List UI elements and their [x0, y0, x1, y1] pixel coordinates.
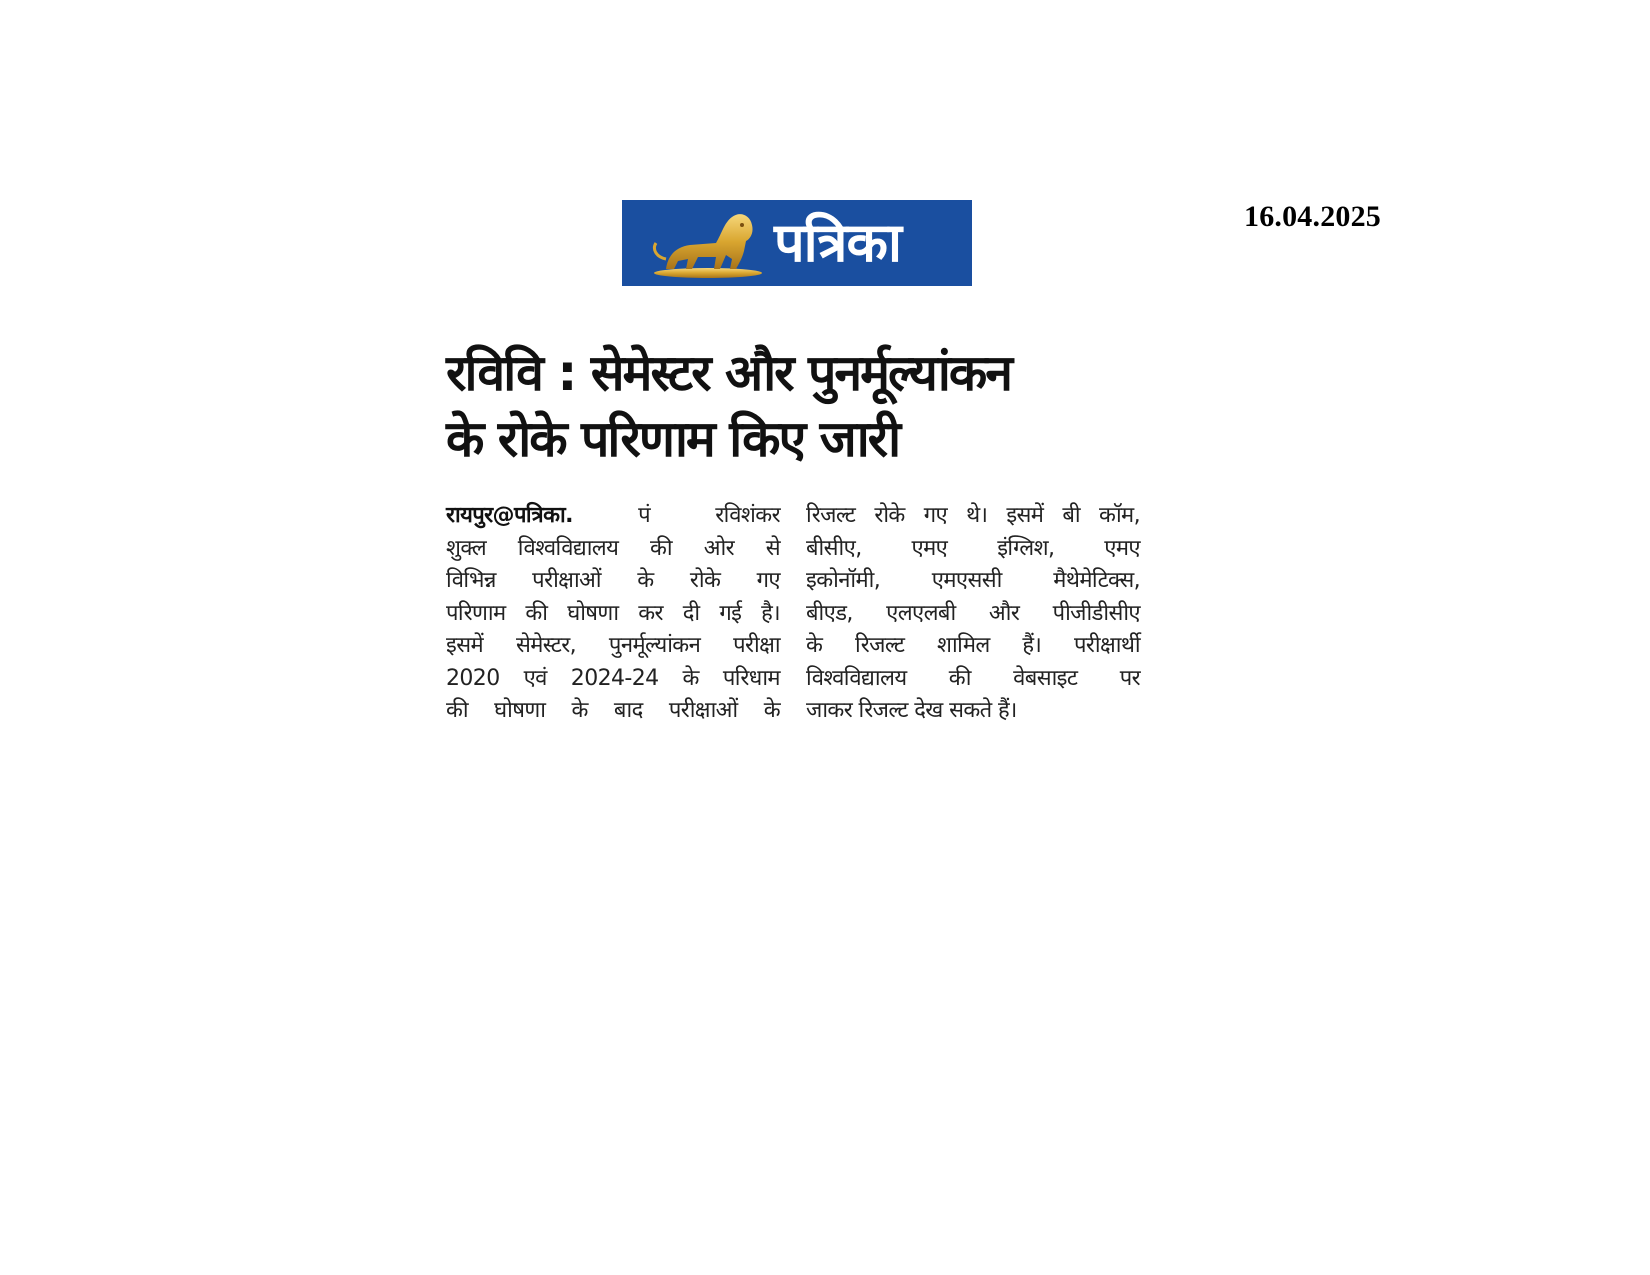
article-headline: [446, 340, 1146, 472]
text-line: विभिन्न परीक्षाओं के रोके गए: [446, 568, 780, 593]
text-line: रिजल्ट रोके गए थे। इसमें बी कॉम,: [806, 503, 1140, 528]
dateline: रायपुर@पत्रिका.: [446, 503, 573, 528]
text-line: परिणाम की घोषणा कर दी गई है।: [446, 600, 780, 626]
text-line: इकोनॉमी, एमएससी मैथेमेटिक्स,: [806, 568, 1140, 593]
text-line: के रिजल्ट शामिल हैं। परीक्षार्थी: [806, 633, 1140, 658]
text-line: बीसीए, एमए इंग्लिश, एमए: [806, 535, 1140, 561]
headline-line-2: के रोके परिणाम किए जारी: [446, 410, 900, 468]
headline-line-1: रविवि : सेमेस्टर और पुनर्मूल्यांकन: [446, 344, 1011, 402]
text-line: की घोषणा के बाद परीक्षाओं के: [446, 698, 780, 723]
text-fragment: पं रविशंकर: [638, 503, 780, 528]
publication-date: 16.04.2025: [1244, 200, 1381, 233]
text-line: विश्वविद्यालय की वेबसाइट पर: [806, 665, 1140, 691]
text-line: शुक्ल विश्वविद्यालय की ओर से: [446, 535, 780, 561]
article-column-1: [446, 500, 780, 728]
article-body: [446, 500, 1140, 728]
text-line: [446, 500, 780, 533]
text-line: बीएड, एलएलबी और पीजीडीसीए: [806, 600, 1140, 626]
text-line: इसमें सेमेस्टर, पुनर्मूल्यांकन परीक्षा: [446, 633, 780, 658]
newspaper-masthead: [622, 200, 972, 286]
article-column-2: [806, 500, 1140, 728]
masthead-brand: पत्रिका: [774, 211, 901, 274]
text-line: जाकर रिजल्ट देख सकते हैं।: [806, 698, 1017, 723]
lion-icon: [646, 203, 766, 283]
text-line: 2020 एवं 2024-24 के परिधाम: [446, 665, 780, 691]
